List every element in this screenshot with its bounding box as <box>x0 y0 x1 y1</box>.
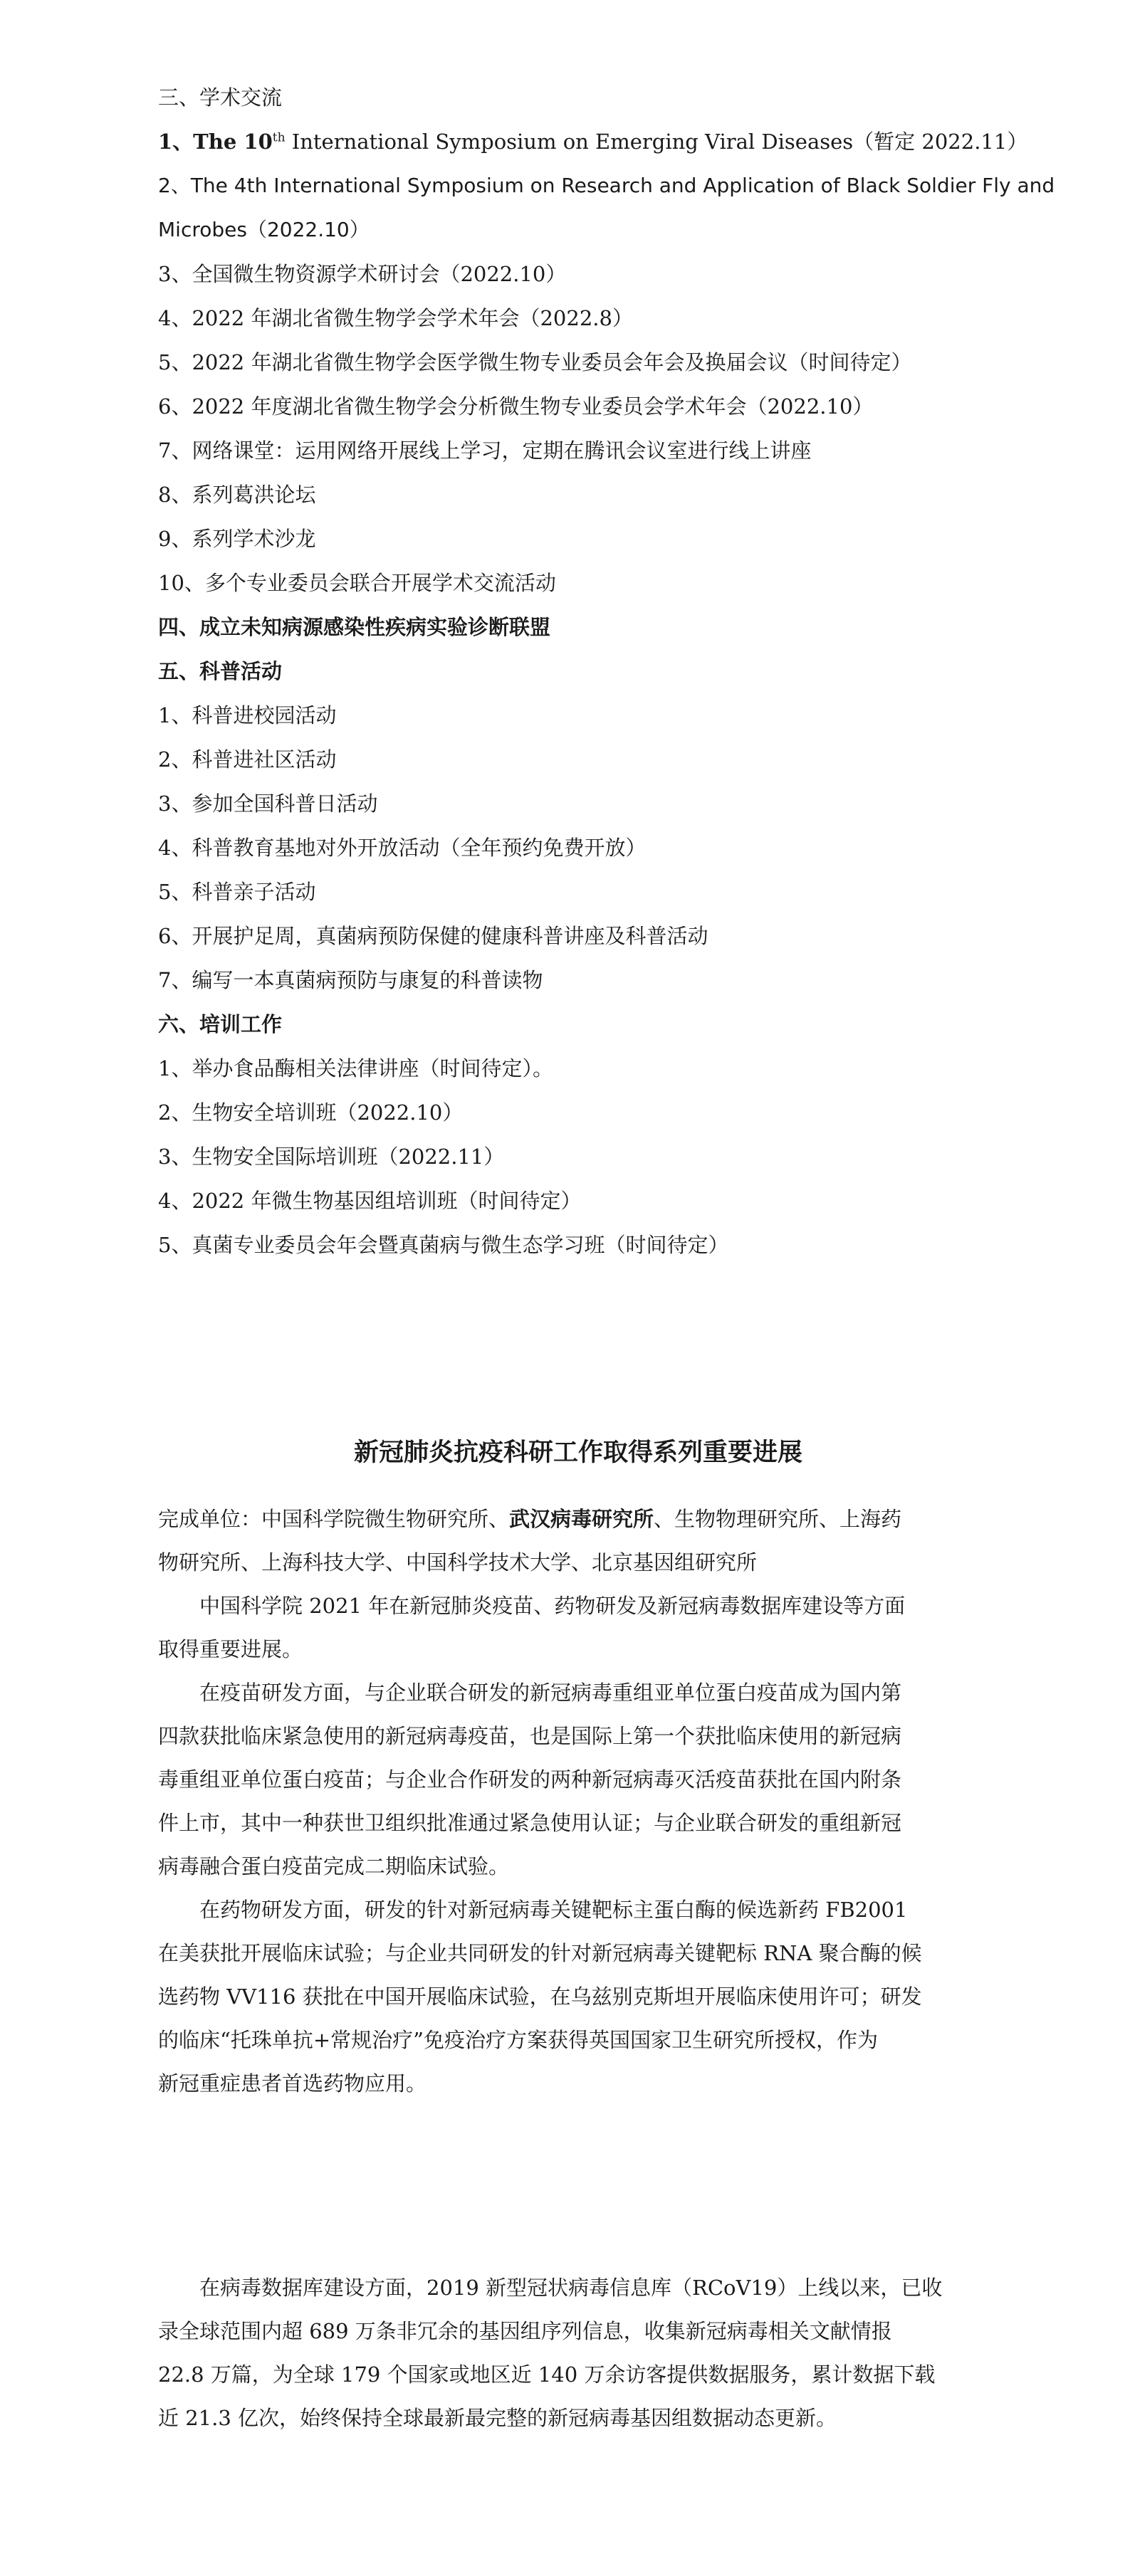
list-item: 1、科普进校园活动 <box>158 703 337 727</box>
article-body-continued <box>158 2266 998 2440</box>
list-item: 1、举办食品酶相关法律讲座（时间待定）。 <box>158 1056 553 1081</box>
list-item: 4、2022 年湖北省微生物学会学术年会（2022.8） <box>158 306 633 330</box>
list-item: 9、系列学术沙龙 <box>158 527 316 551</box>
list-item: 2、The 4th International Symposium on Research and Application of Black Soldier Fly and <box>158 174 1055 197</box>
highlighted-unit: 武汉病毒研究所 <box>509 1507 654 1531</box>
completion-units: 完成单位：中国科学院微生物研究所、武汉病毒研究所、生物物理研究所、上海药 物研究所、上海科技大学、中国科学技术大学、北京基因组研究所 <box>158 1507 902 1574</box>
list-item: 2、科普进社区活动 <box>158 747 337 772</box>
list-item: 3、生物安全国际培训班（2022.11） <box>158 1145 505 1169</box>
section-heading-academic-exchange: 三、学术交流 <box>158 85 283 110</box>
intro-paragraph: 中国科学院 2021 年在新冠肺炎疫苗、药物研发及新冠病毒数据库建设等方面 取得重要进展。 <box>158 1594 906 1661</box>
list-item: 6、开展护足周，真菌病预防保健的健康科普讲座及科普活动 <box>158 924 708 948</box>
section-heading-training: 六、培训工作 <box>158 1012 283 1036</box>
list-item: 6、2022 年度湖北省微生物学会分析微生物专业委员会学术年会（2022.10） <box>158 394 874 419</box>
list-item: 4、科普教育基地对外开放活动（全年预约免费开放） <box>158 836 647 860</box>
list-item: 4、2022 年微生物基因组培训班（时间待定） <box>158 1189 582 1213</box>
list-item: 5、真菌专业委员会年会暨真菌病与微生态学习班（时间待定） <box>158 1233 729 1257</box>
list-item: 3、参加全国科普日活动 <box>158 792 378 816</box>
list-item-continuation: Microbes（2022.10） <box>158 218 370 241</box>
list-item: 1、The 10th International Symposium on Emerging Viral Diseases（暂定 2022.11） <box>158 130 1028 154</box>
drug-paragraph: 在药物研发方面，研发的针对新冠病毒关键靶标主蛋白酶的候选新药 FB2001 在美获批开展临床试验；与企业共同研发的针对新冠病毒关键靶标 RNA 聚合酶的候 选药物 VV116 获批在中国开展临床试验，在乌兹别克斯坦开展临床使用许可；研发 的临床“托珠单抗+常规治疗”免疫治疗方案获得英国国家卫生研究所授权，作为 新冠重症患者首选药物应用。 <box>158 1898 922 2096</box>
section-heading-science-outreach: 五、科普活动 <box>158 659 283 683</box>
list-item: 8、系列葛洪论坛 <box>158 483 316 507</box>
list-item: 7、编写一本真菌病预防与康复的科普读物 <box>158 968 543 992</box>
list-item: 3、全国微生物资源学术研讨会（2022.10） <box>158 262 567 286</box>
list-item: 5、2022 年湖北省微生物学会医学微生物专业委员会年会及换届会议（时间待定） <box>158 350 912 374</box>
list-item: 2、生物安全培训班（2022.10） <box>158 1100 464 1125</box>
plan-list <box>158 75 1055 1267</box>
section-heading-diagnosis-alliance: 四、成立未知病源感染性疾病实验诊断联盟 <box>158 615 551 639</box>
list-item: 5、科普亲子活动 <box>158 880 316 904</box>
list-item: 10、多个专业委员会联合开展学术交流活动 <box>158 571 556 595</box>
article-title: 新冠肺炎抗疫科研工作取得系列重要进展 <box>353 1439 802 1468</box>
database-paragraph: 在病毒数据库建设方面，2019 新型冠状病毒信息库（RCoV19）上线以来，已收 录全球范围内超 689 万条非冗余的基因组序列信息，收集新冠病毒相关文献情报 22.8 万篇，为全球 179 个国家或地区近 140 万余访客提供数据服务，累计数据下载 近 21.3 亿次，始终保持全球最新最完整的新冠病毒基因组数据动态更新。 <box>158 2276 943 2430</box>
article-body <box>158 1498 998 2106</box>
vaccine-paragraph: 在疫苗研发方面，与企业联合研发的新冠病毒重组亚单位蛋白疫苗成为国内第 四款获批临床紧急使用的新冠病毒疫苗，也是国际上第一个获批临床使用的新冠病 毒重组亚单位蛋白疫苗；与企业合作研发的两种新冠病毒灭活疫苗获批在国内附条 件上市，其中一种获世卫组织批准通过紧急使用认证；与企业联合研发的重组新冠 病毒融合蛋白疫苗完成二期临床试验。 <box>158 1681 902 1878</box>
list-item: 7、网络课堂：运用网络开展线上学习，定期在腾讯会议室进行线上讲座 <box>158 438 812 463</box>
